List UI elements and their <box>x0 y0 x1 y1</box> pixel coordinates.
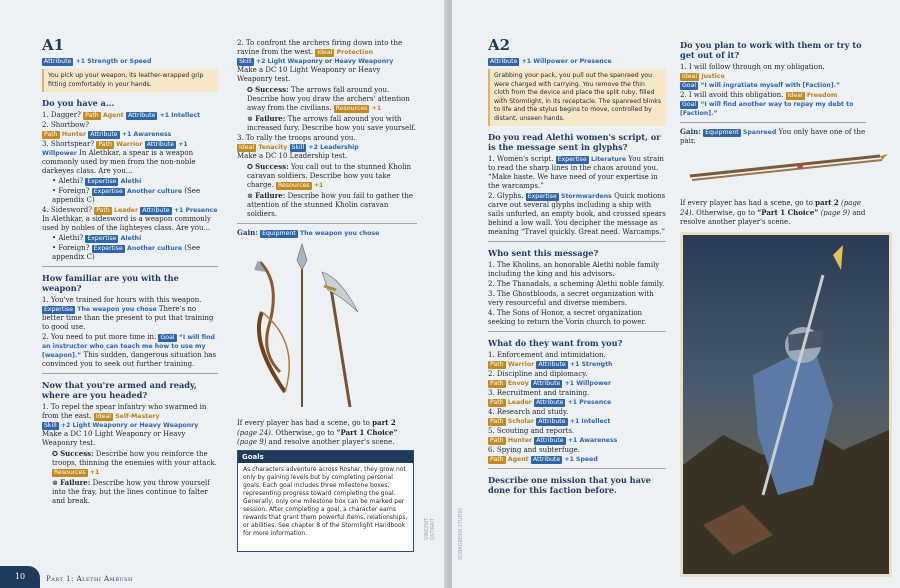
intro-reward <box>42 57 218 66</box>
sub-item: • Foreign? Expertise Another culture (See appendix C) <box>52 187 201 204</box>
option-text: I will follow through on my obligation. <box>688 63 825 71</box>
right-page <box>452 0 900 588</box>
option-text: The Sons of Honor, a secret organization seeking to return the Vorin church to power. <box>488 309 647 326</box>
list-item: 1. I will follow through on my obligation. Ideal Justice Goal “I will ingratiate myself with [Faction].” <box>680 63 841 89</box>
goals-sidebar <box>237 450 414 552</box>
path-value: Warrior <box>507 361 535 368</box>
question-heading: Do you read Alethi women's script, or is the message sent in glyphs? <box>488 132 661 152</box>
right-column-1 <box>488 36 666 498</box>
sub-item: • Alethi? Expertise Alethi <box>52 177 142 185</box>
list-item: 3. The Ghostbloods, a secret organization with very resourceful and diverse members. <box>488 290 654 307</box>
success-item: ✪ Success: Describe how you reinforce the troops, thinning the enemies with your attack. Resources +1 <box>52 449 217 476</box>
gain-line <box>680 127 866 146</box>
success-item: ✪ Success: The arrows fall around you. Describe how you draw the archers' attention away from the civilians. Resources +1 <box>247 85 410 112</box>
option-text: To rally the troops around you. <box>245 134 356 142</box>
attribute-value: +1 Willpower <box>42 141 188 157</box>
option-text: Discipline and diplomacy. <box>496 370 588 378</box>
failure-label: Failure: <box>255 191 286 200</box>
list-item: 1. You've trained for hours with this weapon. Expertise The weapon you chose There's no better time than the present to put that training to good use. <box>42 296 214 331</box>
goal-value: “I will find another way to repay my debt to [Faction].” <box>680 101 854 117</box>
equipment-value: The weapon you chose <box>299 230 380 237</box>
option-text: Shortbow? <box>50 121 90 129</box>
list-item: 2. Discipline and diplomacy. Path Envoy Attribute +1 Willpower <box>488 370 612 387</box>
attribute-value: +1 Presence <box>567 399 612 406</box>
goal-tag: Goal <box>682 101 697 108</box>
path-tag: Path <box>490 361 504 368</box>
equipment-value: Spanreed <box>742 129 777 136</box>
list-item: 3. Shortspear? Path Warrior Attribute +1 Willpower In Alethkar, a spear is a weapon commonly used by men from the non-noble darkeyes class. Are you... <box>42 140 196 175</box>
art-credit: VINCENT DUTRAIT <box>424 517 436 540</box>
gain-line <box>237 228 417 238</box>
divider <box>42 266 218 267</box>
option-text: I will avoid this obligation. <box>688 91 784 99</box>
attribute-tag: Attribute <box>536 399 564 406</box>
ideal-tag: Ideal <box>787 92 803 99</box>
path-tag: Path <box>490 456 504 463</box>
attribute-tag: Attribute <box>142 207 170 214</box>
failure-text: Describe how you fail to gather the attention of the stunned Kholin caravan soldiers. <box>247 192 414 218</box>
option-detail: Make a DC 10 Light Weaponry or Heavy Weaponry test. <box>237 66 381 83</box>
attribute-tag: Attribute <box>490 58 518 65</box>
divider <box>488 331 666 332</box>
option-text: The Ghostbloods, a secret organization with very resourceful and diverse members. <box>488 290 654 307</box>
option-text: Recruitment and training. <box>496 389 590 397</box>
end-link[interactable]: part 2 <box>815 198 839 207</box>
goals-title: Goals <box>238 451 413 463</box>
failure-text: Describe how you throw yourself into the fray, but the lines continue to falter and break. <box>52 479 210 505</box>
question-heading: Who sent this message? <box>488 248 599 258</box>
end-link[interactable]: “Part 1 Choice” <box>757 208 819 217</box>
path-tag: Path <box>490 418 504 425</box>
attribute-value: +1 Presence <box>173 207 218 214</box>
success-item: ✪ Success: You call out to the stunned Kholin caravan soldiers. Describe how you take charge. Resources +1 <box>247 162 412 189</box>
attribute-tag: Attribute <box>127 112 156 119</box>
option-detail: Make a DC 10 Light Weaponry or Heavy Weaponry test. <box>42 430 186 447</box>
attribute-tag: Attribute <box>538 361 566 368</box>
left-column-1 <box>42 36 218 507</box>
spanreed-illustration <box>680 150 890 182</box>
option-detail: In Alethkar, a spear is a weapon commonly used by men from the non-noble darkeyes class. Are you... <box>42 149 196 175</box>
path-tag: Path <box>490 399 504 406</box>
battle-illustration <box>680 232 892 577</box>
ideal-tag: Ideal <box>95 413 111 420</box>
ideal-tag: Ideal <box>682 73 698 80</box>
skill-tag: Skill <box>239 58 252 65</box>
attribute-tag: Attribute <box>146 141 175 148</box>
right-column-2 <box>680 40 866 146</box>
ideal-tag: Ideal <box>239 144 255 151</box>
list-item: 4. Research and study. Path Scholar Attribute +1 Intellect <box>488 408 611 425</box>
running-head: Part 1: Alethi Ambush <box>46 575 133 583</box>
option-text: You need to put more time in. <box>50 333 157 341</box>
goal-value: “I will find an instructor who can teach me how to use my [weapon].” <box>42 334 215 359</box>
end-page-ref: (page 24). <box>680 199 862 217</box>
list-item: 5. Scouting and reports. Path Hunter Attribute +1 Awareness <box>488 427 618 444</box>
attribute-tag: Attribute <box>44 58 72 65</box>
success-label: Success: <box>255 85 289 94</box>
path-tag: Path <box>96 207 110 214</box>
list-item: 2. To confront the archers firing down into the ravine from the west. Ideal Protection Skill +2 Light Weaponry or Heavy Weaponry Make a DC 10 Light Weaponry or Heavy Weaponry test. <box>237 39 403 83</box>
option-text: To confront the archers firing down into the ravine from the west. <box>237 39 403 56</box>
expertise-value: Stormwardens <box>561 193 612 200</box>
sub-option: Foreign? <box>58 187 90 195</box>
end-link[interactable]: part 2 <box>372 418 396 427</box>
gain-detail: You only have one of the pair. <box>680 128 866 145</box>
option-detail: In Alethkar, a sidesword is a weapon commonly used by nobles of the lighteyes class. Are you... <box>42 215 211 232</box>
divider <box>42 373 218 374</box>
intro-reward <box>488 57 666 66</box>
option-detail: This sudden, dangerous situation has convinced you to seek out further training. <box>42 351 217 368</box>
attribute-value: +1 Intellect <box>569 418 611 425</box>
list-item: 1. Enforcement and intimidation. Path Warrior Attribute +1 Strength <box>488 351 613 368</box>
resources-value: +1 <box>371 105 382 112</box>
option-detail: Quick motions carve out several glyphs including a ship with sails unfurled, an empty book, and crossed spears behind a low wall. You decipher the message as meaning “Travel quickly. Great need. Warcamps.” <box>488 192 666 236</box>
attribute-tag: Attribute <box>90 131 118 138</box>
goal-tag: Goal <box>160 334 175 341</box>
end-text: Otherwise, go to <box>696 209 756 217</box>
expertise-tag: Expertise <box>87 235 117 242</box>
list-item: 1. Women's script. Expertise Literature You strain to read the sharp lines in the chaos around you. “Make haste. We have need of your expertise in the warcamps.” <box>488 155 664 190</box>
option-text: Scouting and reports. <box>496 427 575 435</box>
attribute-tag: Attribute <box>533 380 561 387</box>
expertise-tag: Expertise <box>93 188 123 195</box>
option-text: The Thanadals, a scheming Alethi noble family. <box>496 280 665 288</box>
path-value: Warrior <box>116 141 143 148</box>
end-text: If every player has had a scene, go to <box>237 419 370 427</box>
option-text: Research and study. <box>496 408 569 416</box>
option-detail: There's no better time than the present to put that training to good use. <box>42 305 214 331</box>
path-value: Leader <box>507 399 532 406</box>
ideal-value: Justice <box>701 73 725 80</box>
list-item: 2. Glyphs. Expertise Stormwardens Quick motions carve out several glyphs including a ship with sails unfurled, an empty book, and crossed spears behind a low wall. You decipher the message as meaning “Travel quickly. Great need. Warcamps.” <box>488 192 666 236</box>
option-detail: Make a DC 10 Leadership test. <box>237 152 348 160</box>
option-text: You've trained for hours with this weapon. <box>50 296 202 304</box>
skill-value: +2 Light Weaponry or Heavy Weaponry <box>60 422 199 429</box>
path-tag: Path <box>85 112 99 119</box>
end-page-ref: (page 24). <box>237 429 274 437</box>
list-item: 2. Shortbow? Path Hunter Attribute +1 Awareness <box>42 121 172 138</box>
end-text: and resolve another player's scene. <box>268 438 395 446</box>
question-heading: Do you have a... <box>42 98 115 108</box>
expertise-value: Another culture <box>127 188 183 195</box>
left-page <box>0 0 448 588</box>
path-tag: Path <box>44 131 58 138</box>
attribute-tag: Attribute <box>538 418 566 425</box>
question-heading: What do they want from you? <box>488 338 623 348</box>
resources-tag: Resources <box>278 182 310 189</box>
failure-text: The arrows fall around you with increased fury. Describe how you save yourself. <box>247 115 416 132</box>
knight-artwork <box>683 235 889 574</box>
end-page-ref: (page 9) <box>237 438 267 446</box>
option-text: Glyphs. <box>496 192 524 200</box>
option-text: Enforcement and intimidation. <box>496 351 606 359</box>
sub-detail: (See appendix C) <box>52 187 201 204</box>
list-item: 3. To rally the troops around you. Ideal Tenacity Skill +2 Leadership Make a DC 10 Leadership test. <box>237 134 359 160</box>
divider <box>680 122 866 123</box>
ideal-tag: Ideal <box>317 49 333 56</box>
question-heading: Now that you're armed and ready, where are you headed? <box>42 380 197 400</box>
path-value: Agent <box>507 456 529 463</box>
option-text: Sidesword? <box>50 206 92 214</box>
scene-heading-a1: A1 <box>42 36 65 54</box>
ideal-value: Tenacity <box>258 144 288 151</box>
attribute-value: +1 Strength or Speed <box>75 58 152 65</box>
end-text: If every player has had a scene, go to <box>680 199 813 207</box>
resources-value: +1 <box>89 469 100 476</box>
divider <box>237 223 417 224</box>
end-text: and resolve another player's scene. <box>680 209 866 226</box>
sub-option: Alethi? <box>58 234 84 242</box>
failure-item: ⊗ Failure: Describe how you throw yourself into the fray, but the lines continue to falter and break. <box>52 478 210 505</box>
expertise-tag: Expertise <box>44 306 74 313</box>
sub-detail: (See appendix C) <box>52 244 201 261</box>
option-text: To repel the spear infantry who swarmed in from the east. <box>42 403 207 420</box>
end-text: Otherwise, go to <box>275 429 335 437</box>
success-text: You call out to the stunned Kholin caravan soldiers. Describe how you take charge. <box>247 163 412 189</box>
option-text: Women's script. <box>496 155 554 163</box>
failure-label: Failure: <box>255 114 286 123</box>
ideal-value: Protection <box>336 49 374 56</box>
flavor-text: You pick up your weapon, its leather-wrapped grip fitting comfortably in your hands. <box>42 69 218 92</box>
success-label: Success: <box>60 449 94 458</box>
attribute-value: +1 Awareness <box>567 437 618 444</box>
expertise-value: Alethi <box>120 178 142 185</box>
path-tag: Path <box>98 141 112 148</box>
attribute-value: +1 Awareness <box>121 131 172 138</box>
expertise-value: Another culture <box>127 245 183 252</box>
expertise-tag: Expertise <box>557 156 587 163</box>
list-item: 2. I will avoid this obligation. Ideal Freedom Goal “I will find another way to repay my debt to [Faction].” <box>680 91 854 117</box>
ideal-value: Self-Mastery <box>115 413 160 420</box>
gain-label: Gain: <box>680 127 701 136</box>
goal-value: “I will ingratiate myself with [Faction].” <box>700 82 841 89</box>
end-link[interactable]: “Part 1 Choice” <box>336 428 398 437</box>
success-label: Success: <box>255 162 289 171</box>
expertise-tag: Expertise <box>527 193 557 200</box>
attribute-value: +1 Strength <box>569 361 613 368</box>
ideal-value: Freedom <box>806 92 838 99</box>
expertise-tag: Expertise <box>87 178 117 185</box>
question-heading: How familiar are you with the weapon? <box>42 273 179 293</box>
failure-label: Failure: <box>60 478 91 487</box>
path-tag: Path <box>490 380 504 387</box>
success-text: Describe how you reinforce the troops, thinning the enemies with your attack. <box>52 450 217 467</box>
success-text: The arrows fall around you. Describe how you draw the archers' attention away from the civilians. <box>247 86 410 112</box>
list-item: 1. The Kholins, an honorable Alethi noble family including the king and his advisors. <box>488 261 660 278</box>
equipment-tag: Equipment <box>262 230 296 237</box>
expertise-value: The weapon you chose <box>77 306 157 313</box>
right-end-instructions <box>680 198 866 227</box>
page-footer <box>0 566 448 588</box>
option-text: Shortspear? <box>50 140 95 148</box>
list-item: 6. Spying and subterfuge. Path Agent Attribute +1 Speed <box>488 446 598 463</box>
option-text: Spying and subterfuge. <box>496 446 580 454</box>
sub-item: • Alethi? Expertise Alethi <box>52 234 142 242</box>
attribute-value: +1 Willpower <box>564 380 612 387</box>
expertise-tag: Expertise <box>93 245 123 252</box>
goals-body: As characters adventure across Roshar, they grow not only by gaining levels but by completing personal goals. Each goal includes three milestone boxes, representing progress toward completing the goal. Generally, only one milestone box can be marked per session. After completing a goal, a character earns rewards that grant them powerful items, relationships, or abilities. See chapter 8 of the Stormlight Handbook for more information. <box>243 466 408 537</box>
skill-tag: Skill <box>291 144 305 151</box>
expertise-value: Literature <box>591 156 627 163</box>
resources-value: +1 <box>313 182 324 189</box>
list-item: 2. You need to put more time in. Goal “I will find an instructor who can teach me how to use my [weapon].” This sudden, dangerous situation has convinced you to seek out further training. <box>42 333 217 368</box>
weapons-illustration <box>240 242 370 412</box>
sub-item: • Foreign? Expertise Another culture (See appendix C) <box>52 244 201 261</box>
skill-value: +2 Light Weaponry or Heavy Weaponry <box>255 58 394 65</box>
failure-item: ⊗ Failure: Describe how you fail to gather the attention of the stunned Kholin caravan soldiers. <box>247 191 414 218</box>
attribute-value: +1 Speed <box>564 456 598 463</box>
gain-label: Gain: <box>237 228 258 237</box>
flavor-text: Grabbing your pack, you pull out the spanreed you were charged with carrying. You remove the thin cloth from the device and place the split ruby, filled with Stormlight, in its receptacle. The spanreed blinks to life and the stylus begins to move, controlled by distant, unseen hands. <box>488 69 666 126</box>
equipment-tag: Equipment <box>705 129 739 136</box>
path-value: Hunter <box>507 437 533 444</box>
attribute-value: +1 Intellect <box>159 112 201 119</box>
question-heading: Do you plan to work with them or try to get out of it? <box>680 40 862 60</box>
question-heading: Describe one mission that you have done for this faction before. <box>488 475 651 495</box>
failure-item: ⊗ Failure: The arrows fall around you with increased fury. Describe how you save yourself. <box>247 114 416 132</box>
list-item: 1. To repel the spear infantry who swarmed in from the east. Ideal Self-Mastery Skill +2 Light Weaponry or Heavy Weaponry Make a DC 10 Light Weaponry or Heavy Weaponry test. <box>42 403 207 447</box>
page-number: 10 <box>0 566 40 588</box>
divider <box>488 241 666 242</box>
art-credit: SORAGREEN STUDIO <box>458 508 464 560</box>
list-item: 4. Sidesword? Path Leader Attribute +1 Presence In Alethkar, a sidesword is a weapon commonly used by nobles of the lighteyes class. Are you... <box>42 206 218 232</box>
path-value: Scholar <box>507 418 534 425</box>
goal-tag: Goal <box>682 82 697 89</box>
resources-tag: Resources <box>54 469 86 476</box>
sub-option: Alethi? <box>58 177 84 185</box>
path-tag: Path <box>490 437 504 444</box>
skill-tag: Skill <box>44 422 57 429</box>
path-value: Agent <box>102 112 124 119</box>
option-text: The Kholins, an honorable Alethi noble family including the king and his advisors. <box>488 261 660 278</box>
path-value: Hunter <box>61 131 87 138</box>
list-item: 4. The Sons of Honor, a secret organization seeking to return the Vorin church to power. <box>488 309 647 326</box>
option-text: Dagger? <box>50 111 81 119</box>
sub-option: Foreign? <box>58 244 90 252</box>
left-column-2 <box>237 38 417 238</box>
option-detail: You strain to read the sharp lines in the chaos around you. “Make haste. We have need of your expertise in the warcamps.” <box>488 155 664 190</box>
list-item: 2. The Thanadals, a scheming Alethi noble family. <box>488 280 665 288</box>
resources-tag: Resources <box>335 105 368 112</box>
path-value: Leader <box>114 207 139 214</box>
list-item: 3. Recruitment and training. Path Leader Attribute +1 Presence <box>488 389 612 406</box>
path-value: Envoy <box>507 380 529 387</box>
attribute-tag: Attribute <box>532 456 561 463</box>
attribute-tag: Attribute <box>536 437 564 444</box>
list-item: 1. Dagger? Path Agent Attribute +1 Intellect <box>42 111 201 119</box>
left-end-instructions <box>237 418 417 447</box>
skill-value: +2 Leadership <box>308 144 359 151</box>
end-page-ref: (page 9) <box>820 209 850 217</box>
divider <box>488 468 666 469</box>
attribute-value: +1 Willpower or Presence <box>521 58 612 65</box>
expertise-value: Alethi <box>120 235 142 242</box>
scene-heading-a2: A2 <box>488 36 511 54</box>
